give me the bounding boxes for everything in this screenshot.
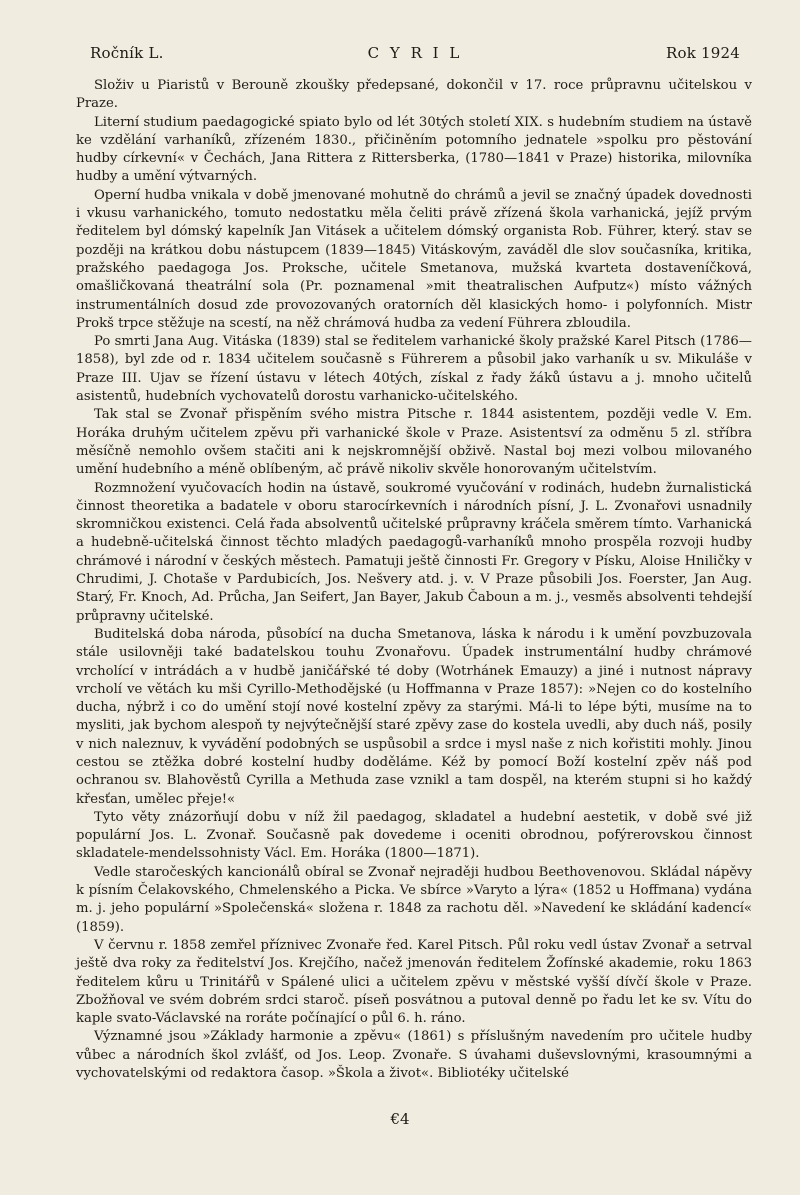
- paragraph: Významné jsou »Základy harmonie a zpěvu« (1861) s příslušným navedením pro učitele hudby vůbec a národních škol zvlášť, od Jos. Leop. Zvonaře. S úvahami duševslovnými, krasoumnými a vychovatelskými od redaktora časop. »Škola a život«. Bibliotéky učitelské: [76, 1029, 752, 1082]
- paragraph: Rozmnožení vyučovacích hodin na ústavě, soukromé vyučování v rodinách, hudebn žurnalistická činnost theoretika a badatele v oboru starocírkevních i národních písní, J. L. Zvonařovi usnadnily skromničkou existenci. Celá řada absolventů učitelské průpravny kráčela směrem tímto. Varhanická a hudebně-učitelská činnost těchto mladých paedagogů-varhaníků mnoho prospěla rozvoji hudby chrámové i národní v českých městech. Pamatuji ještě činnosti Fr. Gregory v Písku, Aloise Hniličky v Chrudimi, J. Chotaše v Pardubicích, Jos. Nešvery atd. j. v. V Praze působili Jos. Foerster, Jan Aug. Starý, Fr. Knoch, Ad. Průcha, Jan Seifert, Jan Bayer, Jakub Čaboun a m. j., vesměs absolventi tehdejší průpravny učitelské.: [76, 480, 752, 624]
- paragraph: V červnu r. 1858 zemřel příznivec Zvonaře řed. Karel Pitsch. Půl roku vedl ústav Zvonař a setrval ještě dva roky za ředitelství Jos. Krejčího, načež jmenován ředitelem Žofínské akademie, roku 1863 ředitelem kůru u Trinitářů v Spálené ulici a učitelem zpěvu v městské vyšší dívčí škole v Praze. Zbožňoval ve svém dobrém srdci staroč. píseň posvátnou a putoval denně po řadu let ke sv. Vítu do kaple svato-Václavské na roráte počínající o půl 6. h. ráno.: [76, 937, 752, 1027]
- paragraph: Operní hudba vnikala v době jmenované mohutně do chrámů a jevil se značný úpadek dovednosti i vkusu varhanického, tomuto nedostatku měla čeliti právě zřízená škola varhanická, jejíž prvým ředitelem byl dómský kapelník Jan Vitásek a učitelem dómský organista Rob. Führer, který. stav se později na krátkou dobu nástupcem (1839—1845) Vitáskovým, zaváděl dle slov současníka, kritika, pražského paedagoga Jos. Proksche, učitele Smetanova, mužská kvarteta dostaveníčková, omašličkovaná theatrální sola (Pr. poznamenal »mit theatralischen Aufputz«) místo vážných instrumentálních dosud zde provozovaných oratorních děl klasických homo- i polyfonních. Mistr Prokš trpce stěžuje na scestí, na něž chrámová hudba za vedení Führera zbloudila.: [76, 187, 752, 331]
- journal-title: C Y R I L: [367, 44, 463, 62]
- paragraph: Buditelská doba národa, působící na ducha Smetanova, láska k národu i k umění povzbuzovala stále usilovněji také badatelskou touhu Zvonařovu. Úpadek instrumentální hudby chrámové vrcholící v intrádách a v hudbě janičářské té doby (Wotrhánek Emauzy) a jiné i nutnost nápravy vrcholí ve větách ku mši Cyrillo-Methodějské (u Hoffmanna v Praze 1857): »Nejen co do kostelního ducha, nýbrž i co do umění stojí nové kostelní zpěvy za starými. Má-li to lépe býti, musíme na to mysliti, jak bychom alespoň ty nejvýtečnější staré zpěvy zase do kostela uvedli, aby duch náš, posily v nich naleznuv, k vyvádění podobných se uspůsobil a srdce i mysl naše z nich kořistiti mohly. Jinou cestou se ztěžka dobré kostelní hudby doděláme. Kéž by pomocí Boží kostelní zpěv náš pod ochranou sv. Blahověstů Cyrilla a Methuda zase vznikl a tam dospěl, na kterém stupni si ho každý křesťan, umělec přeje!«: [76, 626, 752, 807]
- paragraph: Tyto věty znázorňují dobu v níž žil paedagog, skladatel a hudební aestetik, v době své již populární Jos. L. Zvonař. Současně pak dovedeme i oceniti obrodnou, pofýrerovskou činnost skladatele-mendelssohnisty Václ. Em. Horáka (1800—1871).: [76, 809, 752, 862]
- paragraph: Po smrti Jana Aug. Vitáska (1839) stal se ředitelem varhanické školy pražské Karel Pitsch (1786—1858), byl zde od r. 1834 učitelem současně s Führerem a působil jako varhaník u sv. Mikuláše v Praze III. Ujav se řízení ústavu v létech 40tých, získal z řady žáků ústavu a j. mnoho učitelů asistentů, hudebních vychovatelů dorostu varhanicko-učitelského.: [76, 334, 752, 405]
- paragraph: Tak stal se Zvonař přispěním svého mistra Pitsche r. 1844 asistentem, později vedle V. Em. Horáka druhým učitelem zpěvu při varhanické škole v Praze. Asistentsví za odměnu 5 zl. stříbra měsíčně nemohlo ovšem stačiti ani k nejskromnější obživě. Nastal boj mezi volbou milovaného umění hudebního a méně oblíbeným, ač právě nikoliv skvěle honorovaným učitelstvím.: [76, 407, 752, 478]
- article-body: [76, 77, 752, 1083]
- paragraph: Literní studium paedagogické spiato bylo od lét 30tých století XIX. s hudebním studiem na ústavě ke vzdělání varhaníků, zřízeném 1830., přičiněním potomního jednatele »spolku pro pěstování hudby církevní« v Čechách, Jana Rittera z Rittersberka, (1780—1841 v Praze) historika, milovníka hudby a umění výtvarných.: [76, 114, 752, 185]
- page-number: €4: [390, 1110, 410, 1128]
- paragraph: Vedle staročeských kancionálů obíral se Zvonař nejraději hudbou Beethovenovou. Skládal nápěvy k písním Čelakovského, Chmelenského a Picka. Ve sbírce »Varyto a lýra« (1852 u Hoffmana) vydána m. j. jeho populární »Společenská« složena r. 1848 za rachotu děl. »Navedení ke skládání kadencí« (1859).: [76, 864, 752, 935]
- running-header: [90, 44, 740, 68]
- volume-label: Ročník L.: [90, 44, 164, 62]
- year-label: Rok 1924: [666, 44, 740, 62]
- paragraph: Složiv u Piaristů v Berouně zkoušky předepsané, dokončil v 17. roce průpravnu učitelskou v Praze.: [76, 78, 752, 112]
